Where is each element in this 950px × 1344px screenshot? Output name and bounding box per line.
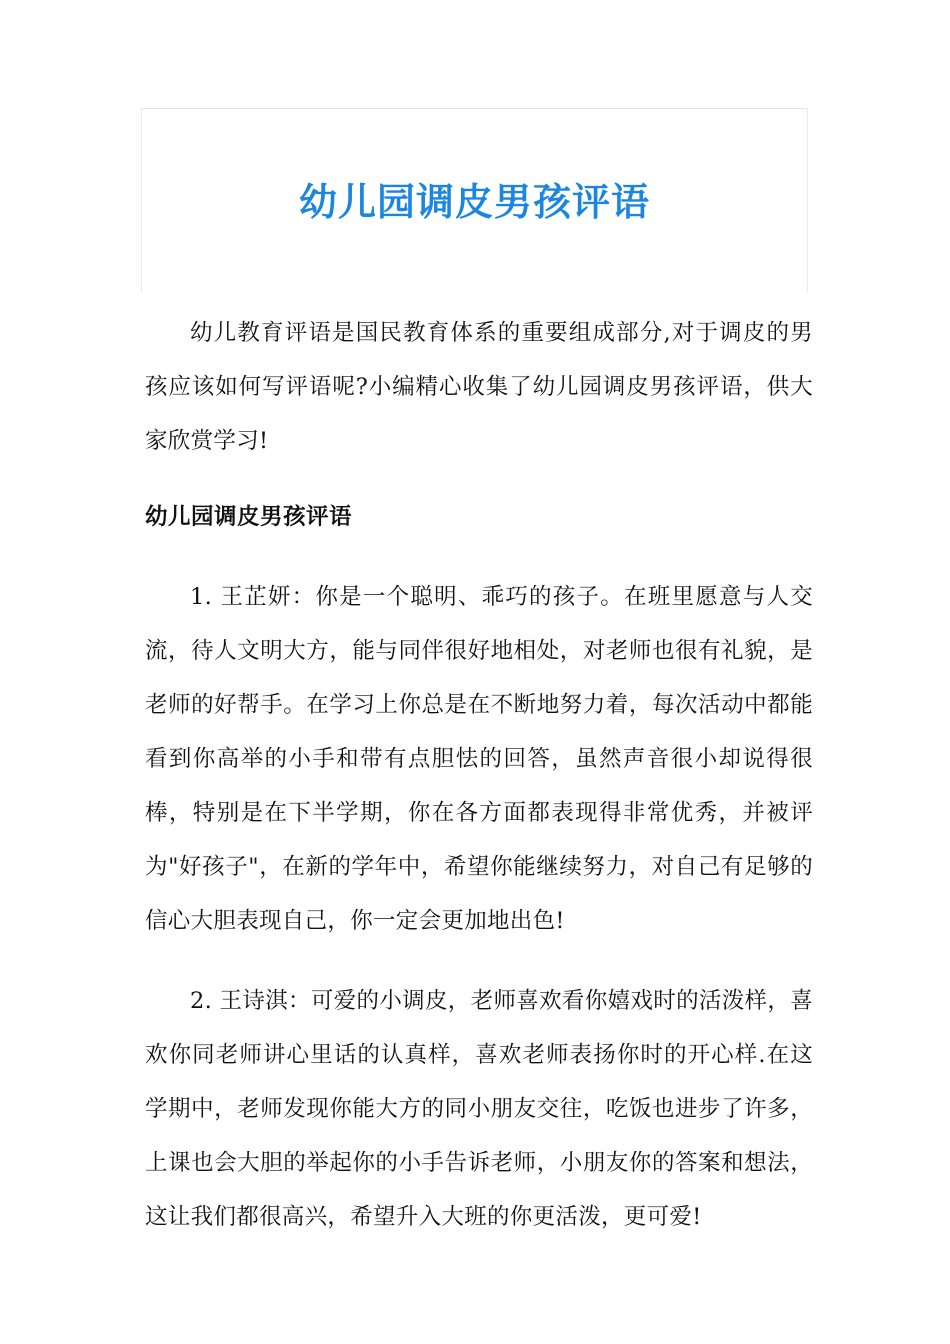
comment-item-1: 1. 王芷妍：你是一个聪明、乖巧的孩子。在班里愿意与人交流，待人文明大方，能与同伴很好地相处，对老师也很有礼貌，是老师的好帮手。在学习上你总是在不断地努力着，每次活动中都能看到你高举的小手和带有点胆怯的回答，虽然声音很小却说得很棒，特别是在下半学期，你在各方面都表现得非常优秀，并被评为"好孩子"，在新的学年中，希望你能继续努力，对自己有足够的信心大胆表现自己，你一定会更加地出色! [145, 584, 813, 934]
intro-paragraph: 幼儿教育评语是国民教育体系的重要组成部分,对于调皮的男孩应该如何写评语呢?小编精心收集了幼儿园调皮男孩评语，供大家欣赏学习! [145, 320, 813, 454]
document-body [145, 306, 813, 1244]
section-heading: 幼儿园调皮男孩评语 [145, 504, 353, 530]
title-box [141, 108, 808, 293]
comment-item-2: 2. 王诗淇：可爱的小调皮，老师喜欢看你嬉戏时的活泼样，喜欢你同老师讲心里话的认真样，喜欢老师表扬你时的开心样.在这学期中，老师发现你能大方的同小朋友交往，吃饭也进步了许多，上课也会大胆的举起你的小手告诉老师，小朋友你的答案和想法，这让我们都很高兴，希望升入大班的你更活泼，更可爱! [145, 988, 813, 1230]
document-title: 幼儿园调皮男孩评语 [298, 180, 650, 224]
